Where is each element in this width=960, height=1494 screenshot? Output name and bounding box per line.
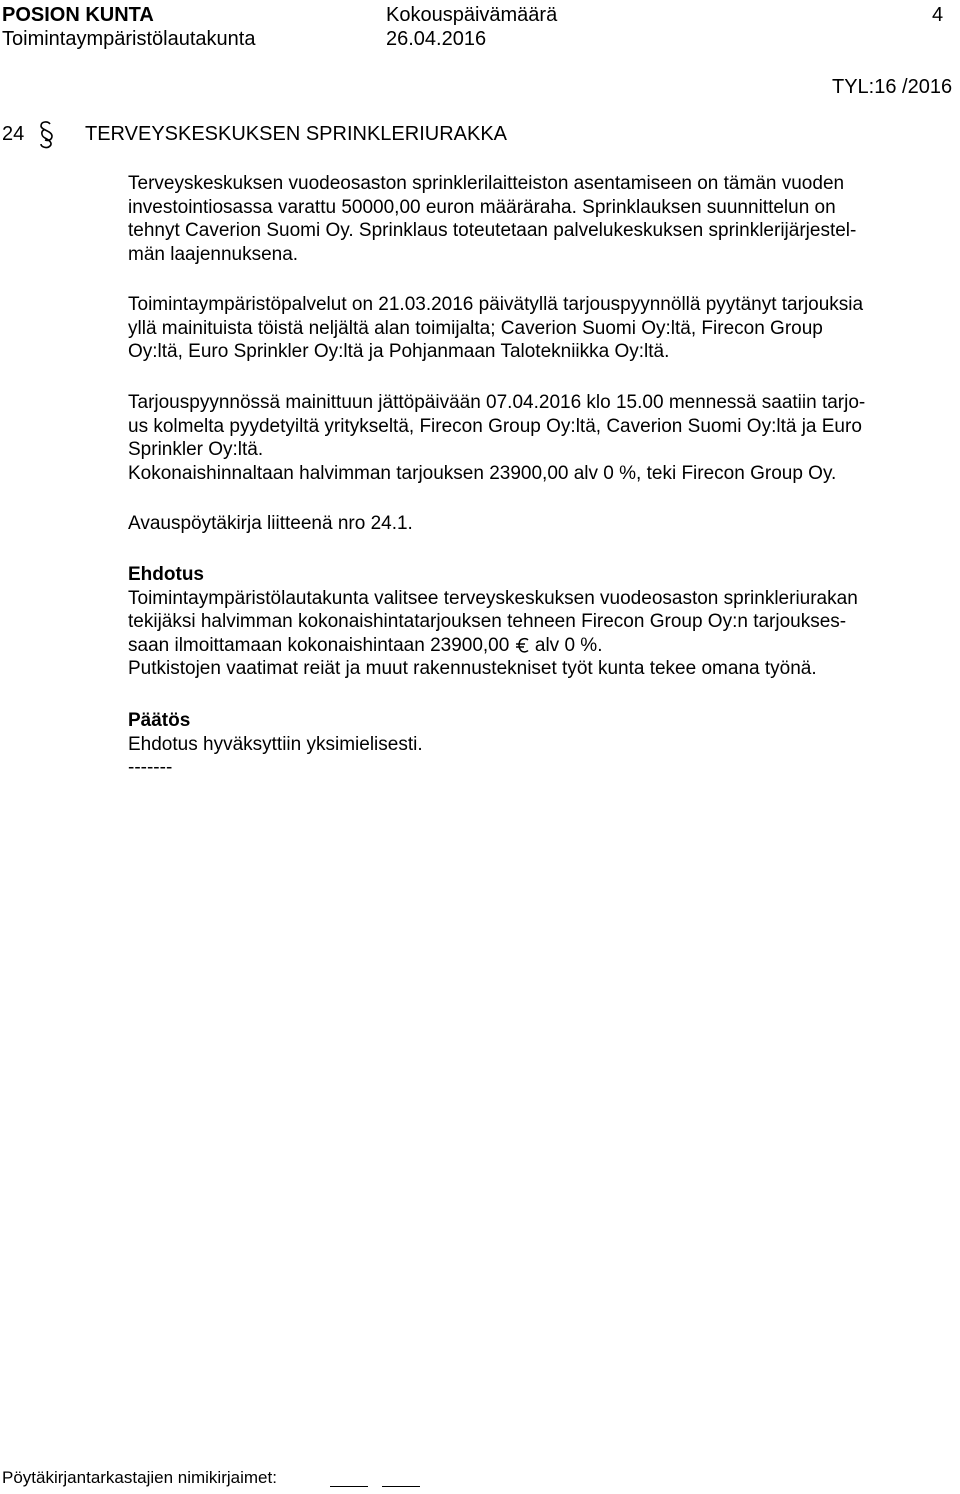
text-line: tekijäksi halvimman kokonaishintatarjouksen tehneen Firecon Group Oy:n tarjoukses- — [128, 611, 847, 632]
text-line: Putkistojen vaatimat reiät ja muut rakennustekniset työt kunta tekee omana työnä. — [128, 658, 817, 679]
text-line: Toimintaympäristöpalvelut on 21.03.2016 päivätyllä tarjouspyynnöllä pyytänyt tarjouksia — [128, 294, 864, 315]
paragraph-background — [128, 172, 958, 266]
text-line: Avauspöytäkirja liitteenä nro 24.1. — [128, 513, 413, 534]
section-sign-icon — [35, 118, 59, 150]
decision-heading: Päätös — [128, 710, 191, 731]
page-number: 4 — [932, 4, 944, 26]
signature-line-1 — [330, 1486, 368, 1487]
text-line: Oy:ltä, Euro Sprinkler Oy:ltä ja Pohjanmaan Talotekniikka Oy:ltä. — [128, 341, 670, 362]
text-line: investointiosassa varattu 50000,00 euron määräraha. Sprinklauksen suunnittelun on — [128, 196, 836, 218]
paragraph-attachment — [128, 512, 958, 536]
section-number: 24 — [2, 123, 25, 145]
text-line: Toimintaympäristölautakunta valitsee terveyskeskuksen vuodeosaston sprinkleriurakan — [128, 587, 858, 609]
text-line: Tarjouspyynnössä mainittuun jättöpäivään 07.04.2016 klo 15.00 mennessä saatiin tarjo- — [128, 392, 866, 413]
decision-section — [128, 709, 958, 780]
proposal-price-text: saan ilmoittamaan kokonaishintaan 23900,00 — [128, 634, 510, 656]
text-line: män laajennuksena. — [128, 243, 299, 265]
proposal-vat-text: alv 0 %. — [534, 634, 603, 656]
section-title: TERVEYSKESKUKSEN SPRINKLERIURAKKA — [85, 123, 507, 145]
text-line: Sprinkler Oy:ltä. — [128, 439, 264, 460]
document-reference: TYL:16 /2016 — [832, 76, 953, 98]
decision-separator: ------- — [128, 757, 173, 778]
decision-text: Ehdotus hyväksyttiin yksimielisesti. — [128, 733, 423, 755]
paragraph-tenders-received — [128, 391, 958, 485]
meeting-date-label: Kokouspäivämäärä — [386, 4, 558, 26]
signature-line-2 — [382, 1486, 420, 1487]
municipality-name: POSION KUNTA — [2, 4, 154, 26]
euro-sign-icon — [515, 637, 530, 653]
paragraph-tender-request — [128, 293, 958, 364]
text-line-with-euro — [128, 634, 958, 658]
committee-name: Toimintaympäristölautakunta — [2, 28, 256, 50]
text-line: Terveyskeskuksen vuodeosaston sprinklerilaitteiston asentamiseen on tämän vuoden — [128, 173, 845, 194]
text-line: us kolmelta pyydetyiltä yritykseltä, Firecon Group Oy:ltä, Caverion Suomi Oy:ltä ja Euro — [128, 415, 862, 437]
proposal-heading: Ehdotus — [128, 564, 204, 585]
meeting-date: 26.04.2016 — [386, 28, 487, 50]
signature-label: Pöytäkirjantarkastajien nimikirjaimet: — [2, 1468, 277, 1487]
text-line: Kokonaishinnaltaan halvimman tarjouksen 23900,00 alv 0 %, teki Firecon Group Oy. — [128, 462, 837, 484]
text-line: yllä mainituista töistä neljältä alan toimijalta; Caverion Suomi Oy:ltä, Firecon Group — [128, 317, 823, 339]
text-line: tehnyt Caverion Suomi Oy. Sprinklaus toteutetaan palvelukeskuksen sprinklerijärjestel- — [128, 220, 857, 241]
proposal-section — [128, 563, 958, 681]
